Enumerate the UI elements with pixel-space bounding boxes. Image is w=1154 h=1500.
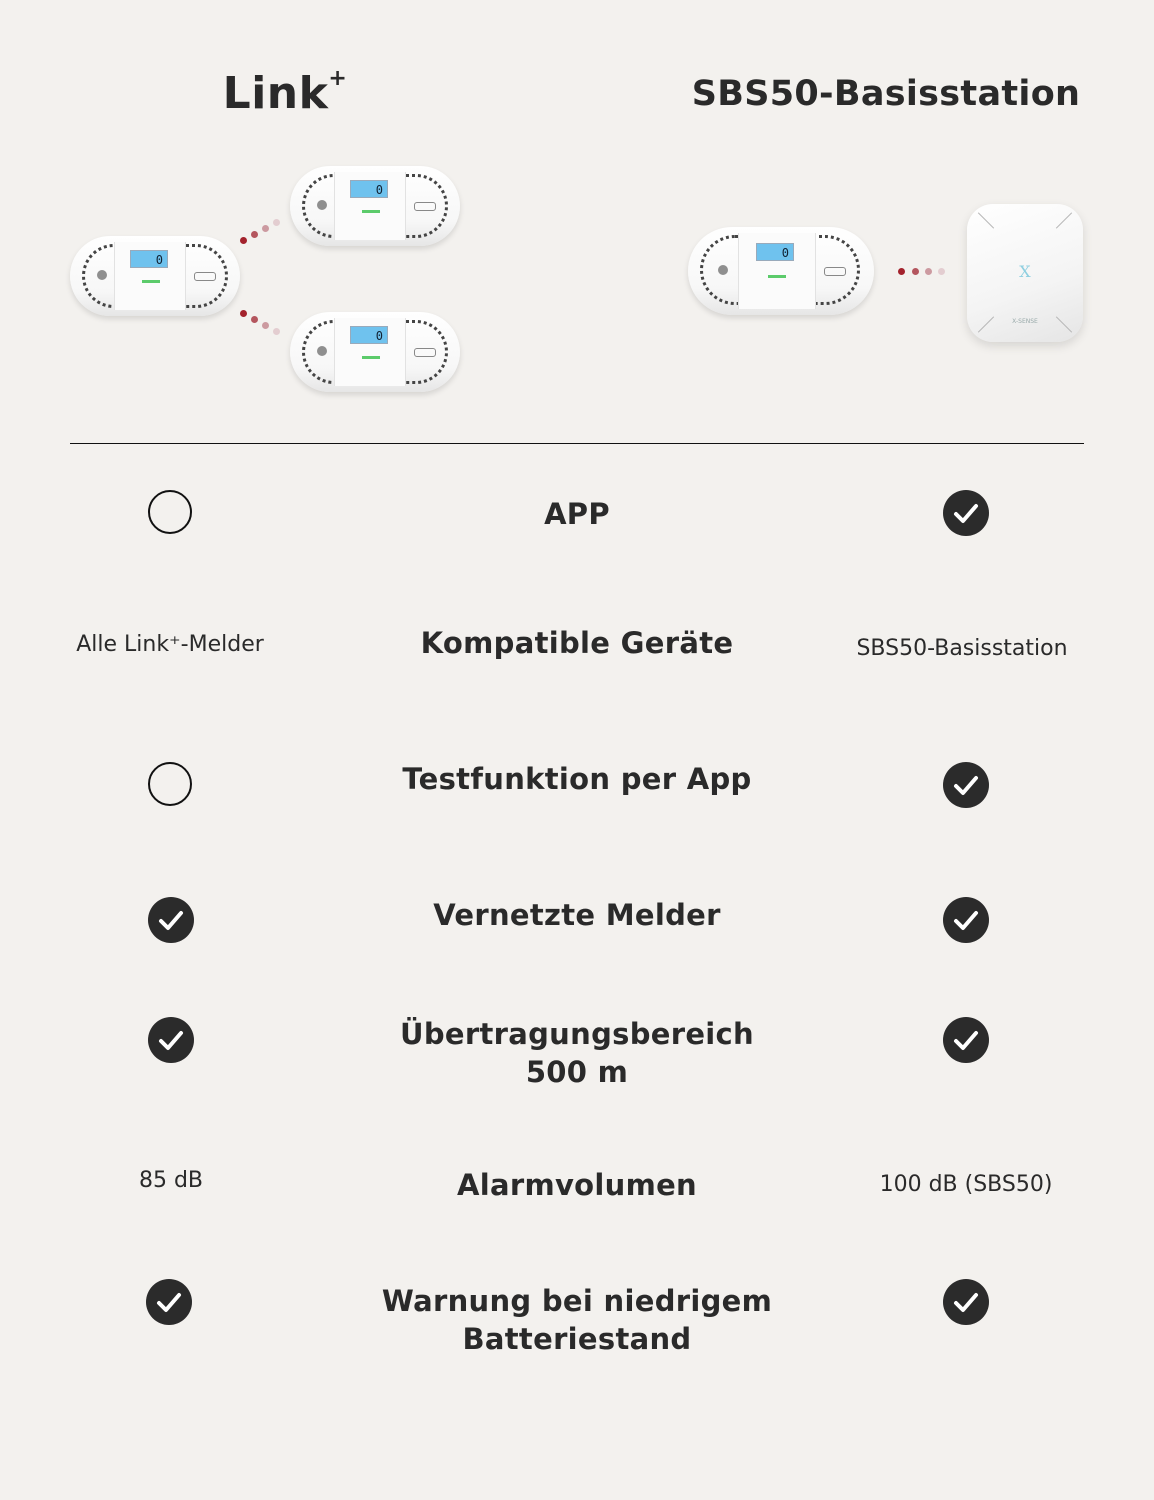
signal-dot-icon xyxy=(262,322,269,329)
signal-dot-icon xyxy=(262,225,269,232)
empty-circle-icon xyxy=(148,490,192,534)
co-detector-image: 0 xyxy=(70,236,240,316)
feature-label xyxy=(300,1015,854,1091)
feature-label: Alarmvolumen xyxy=(456,1168,698,1202)
feature-label: Vernetzte Melder xyxy=(433,898,721,932)
signal-dot-icon xyxy=(912,268,919,275)
check-circle-icon xyxy=(943,1279,989,1325)
co-detector-image: 0 xyxy=(688,227,874,315)
sbs50-title: SBS50-Basisstation xyxy=(691,74,1081,114)
feature-label: Testfunktion per App xyxy=(402,762,752,796)
signal-dot-icon xyxy=(240,237,247,244)
signal-dot-icon xyxy=(898,268,905,275)
signal-dot-icon xyxy=(273,328,280,335)
co-detector-image: 0 xyxy=(290,312,460,392)
x-logo-icon: X xyxy=(1019,262,1031,281)
signal-dot-icon xyxy=(925,268,932,275)
check-circle-icon xyxy=(943,762,989,808)
right-value: SBS50-Basisstation xyxy=(856,636,1068,661)
empty-circle-icon xyxy=(148,762,192,806)
feature-label-line2: Batteriestand xyxy=(462,1322,692,1356)
feature-label-line2: 500 m xyxy=(525,1055,629,1089)
check-circle-icon xyxy=(943,490,989,536)
section-divider xyxy=(70,443,1084,444)
left-value: 85 dB xyxy=(138,1168,204,1193)
feature-label-line1: Übertragungsbereich xyxy=(400,1017,754,1051)
feature-label: Kompatible Geräte xyxy=(420,626,734,660)
link-title-plus: + xyxy=(328,66,348,91)
link-title-text: Link xyxy=(222,68,329,119)
left-value: Alle Link⁺-Melder xyxy=(76,632,264,657)
check-circle-icon xyxy=(146,1279,192,1325)
signal-dot-icon xyxy=(251,231,258,238)
right-value: 100 dB (SBS50) xyxy=(879,1172,1053,1197)
check-circle-icon xyxy=(943,897,989,943)
feature-label: APP xyxy=(544,497,610,531)
hub-brand-label: X-SENSE xyxy=(1012,318,1038,325)
link-plus-title xyxy=(0,68,570,119)
signal-dot-icon xyxy=(938,268,945,275)
signal-dot-icon xyxy=(251,316,258,323)
check-circle-icon xyxy=(148,1017,194,1063)
signal-dot-icon xyxy=(273,219,280,226)
signal-dot-icon xyxy=(240,310,247,317)
feature-label-line1: Warnung bei niedrigem xyxy=(381,1284,773,1318)
feature-label xyxy=(300,1282,854,1358)
base-station-image xyxy=(967,204,1083,342)
check-circle-icon xyxy=(943,1017,989,1063)
check-circle-icon xyxy=(148,897,194,943)
co-detector-image: 0 xyxy=(290,166,460,246)
